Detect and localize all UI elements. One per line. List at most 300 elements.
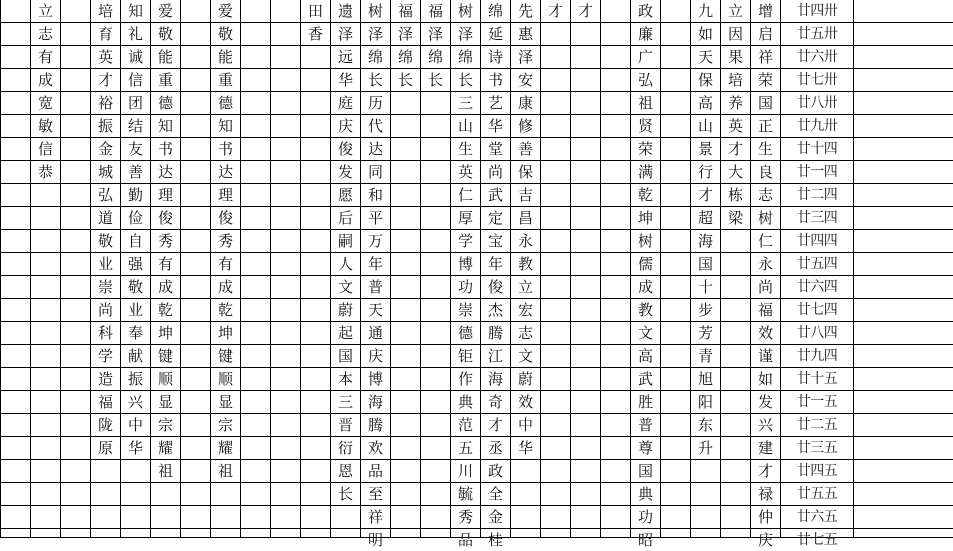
sheet-cell[interactable]: 万 bbox=[367, 231, 383, 250]
sheet-cell[interactable]: 廿四四 bbox=[796, 233, 838, 249]
sheet-cell[interactable]: 永 bbox=[757, 254, 773, 273]
sheet-cell[interactable]: 廿二四 bbox=[796, 187, 838, 203]
sheet-cell[interactable]: 敏 bbox=[37, 116, 53, 135]
sheet-cell[interactable]: 华 bbox=[127, 438, 143, 457]
sheet-cell[interactable]: 乾 bbox=[157, 300, 173, 319]
sheet-cell[interactable]: 培 bbox=[97, 1, 113, 20]
sheet-cell[interactable]: 才 bbox=[97, 70, 113, 89]
sheet-cell[interactable]: 敬 bbox=[127, 277, 143, 296]
sheet-cell[interactable]: 范 bbox=[457, 415, 473, 434]
sheet-cell[interactable]: 成 bbox=[37, 70, 53, 89]
sheet-cell[interactable]: 团 bbox=[127, 93, 143, 112]
sheet-cell[interactable]: 达 bbox=[367, 139, 383, 158]
sheet-cell[interactable]: 英 bbox=[457, 162, 473, 181]
sheet-cell[interactable]: 政 bbox=[487, 461, 503, 480]
sheet-cell[interactable]: 知 bbox=[127, 1, 143, 20]
sheet-cell[interactable]: 荣 bbox=[757, 70, 773, 89]
sheet-cell[interactable]: 效 bbox=[757, 323, 773, 342]
sheet-cell[interactable]: 爱 bbox=[157, 1, 173, 20]
sheet-cell[interactable]: 敬 bbox=[157, 24, 173, 43]
sheet-cell[interactable]: 嗣 bbox=[337, 231, 353, 250]
sheet-cell[interactable]: 国 bbox=[337, 346, 353, 365]
sheet-cell[interactable]: 景 bbox=[697, 139, 713, 158]
sheet-cell[interactable]: 绵 bbox=[487, 1, 503, 20]
sheet-cell[interactable]: 弘 bbox=[97, 185, 113, 204]
sheet-cell[interactable]: 十 bbox=[697, 277, 713, 296]
sheet-cell[interactable]: 能 bbox=[217, 47, 233, 66]
sheet-cell[interactable]: 如 bbox=[757, 369, 773, 388]
sheet-cell[interactable]: 庆 bbox=[367, 346, 383, 365]
sheet-cell[interactable]: 德 bbox=[457, 323, 473, 342]
sheet-cell[interactable]: 长 bbox=[427, 70, 443, 89]
sheet-cell[interactable]: 廿六五 bbox=[796, 509, 838, 525]
sheet-cell[interactable]: 禄 bbox=[757, 484, 773, 503]
sheet-cell[interactable]: 友 bbox=[127, 139, 143, 158]
sheet-cell[interactable]: 昭 bbox=[637, 530, 653, 549]
sheet-cell[interactable]: 知 bbox=[157, 116, 173, 135]
sheet-cell[interactable]: 永 bbox=[517, 231, 533, 250]
sheet-cell[interactable]: 儒 bbox=[637, 254, 653, 273]
sheet-cell[interactable]: 超 bbox=[697, 208, 713, 227]
sheet-cell[interactable]: 立 bbox=[727, 1, 743, 20]
sheet-cell[interactable]: 乾 bbox=[217, 300, 233, 319]
sheet-cell[interactable]: 培 bbox=[727, 70, 743, 89]
sheet-cell[interactable]: 善 bbox=[517, 139, 533, 158]
sheet-cell[interactable]: 志 bbox=[37, 24, 53, 43]
sheet-cell[interactable]: 人 bbox=[337, 254, 353, 273]
sheet-cell[interactable]: 中 bbox=[127, 415, 143, 434]
sheet-cell[interactable]: 天 bbox=[367, 300, 383, 319]
sheet-cell[interactable]: 俊 bbox=[487, 277, 503, 296]
sheet-cell[interactable]: 廿六四 bbox=[796, 279, 838, 295]
sheet-cell[interactable]: 秀 bbox=[217, 231, 233, 250]
sheet-cell[interactable]: 欢 bbox=[367, 438, 383, 457]
sheet-cell[interactable]: 诗 bbox=[487, 47, 503, 66]
sheet-cell[interactable]: 栋 bbox=[727, 185, 743, 204]
sheet-cell[interactable]: 增 bbox=[757, 1, 773, 20]
sheet-cell[interactable]: 腾 bbox=[487, 323, 503, 342]
sheet-cell[interactable]: 达 bbox=[157, 162, 173, 181]
sheet-cell[interactable]: 晋 bbox=[337, 415, 353, 434]
sheet-cell[interactable]: 祥 bbox=[367, 507, 383, 526]
sheet-cell[interactable]: 荣 bbox=[637, 139, 653, 158]
sheet-cell[interactable]: 奇 bbox=[487, 392, 503, 411]
sheet-cell[interactable]: 自 bbox=[127, 231, 143, 250]
sheet-cell[interactable]: 顺 bbox=[157, 369, 173, 388]
sheet-cell[interactable]: 蔚 bbox=[517, 369, 533, 388]
sheet-cell[interactable]: 奉 bbox=[127, 323, 143, 342]
sheet-cell[interactable]: 仁 bbox=[457, 185, 473, 204]
sheet-cell[interactable]: 廿九卅 bbox=[796, 118, 838, 134]
sheet-cell[interactable]: 才 bbox=[577, 1, 593, 20]
sheet-cell[interactable]: 强 bbox=[127, 254, 143, 273]
sheet-cell[interactable]: 陇 bbox=[97, 415, 113, 434]
sheet-cell[interactable]: 梁 bbox=[727, 208, 743, 227]
sheet-cell[interactable]: 绵 bbox=[397, 47, 413, 66]
sheet-cell[interactable]: 品 bbox=[457, 530, 473, 549]
sheet-cell[interactable]: 立 bbox=[37, 1, 53, 20]
sheet-cell[interactable]: 文 bbox=[637, 323, 653, 342]
sheet-cell[interactable]: 廿十四 bbox=[796, 141, 838, 157]
sheet-cell[interactable]: 海 bbox=[697, 231, 713, 250]
sheet-cell[interactable]: 业 bbox=[97, 254, 113, 273]
sheet-cell[interactable]: 廿六卅 bbox=[796, 49, 838, 65]
sheet-cell[interactable]: 福 bbox=[397, 1, 413, 20]
sheet-cell[interactable]: 效 bbox=[517, 392, 533, 411]
sheet-cell[interactable]: 廿十五 bbox=[796, 371, 838, 387]
sheet-cell[interactable]: 普 bbox=[637, 415, 653, 434]
sheet-cell[interactable]: 满 bbox=[637, 162, 653, 181]
sheet-cell[interactable]: 廿一五 bbox=[796, 394, 838, 410]
sheet-cell[interactable]: 善 bbox=[127, 162, 143, 181]
sheet-cell[interactable]: 行 bbox=[697, 162, 713, 181]
sheet-cell[interactable]: 先 bbox=[517, 1, 533, 20]
sheet-cell[interactable]: 廿七四 bbox=[796, 302, 838, 318]
sheet-cell[interactable]: 修 bbox=[517, 116, 533, 135]
sheet-cell[interactable]: 键 bbox=[157, 346, 173, 365]
sheet-cell[interactable]: 道 bbox=[97, 208, 113, 227]
sheet-cell[interactable]: 天 bbox=[697, 47, 713, 66]
sheet-cell[interactable]: 秀 bbox=[457, 507, 473, 526]
sheet-cell[interactable]: 武 bbox=[637, 369, 653, 388]
sheet-cell[interactable]: 明 bbox=[367, 530, 383, 549]
sheet-cell[interactable]: 谨 bbox=[757, 346, 773, 365]
sheet-cell[interactable]: 堂 bbox=[487, 139, 503, 158]
sheet-cell[interactable]: 教 bbox=[517, 254, 533, 273]
sheet-cell[interactable]: 廿四卅 bbox=[796, 3, 838, 19]
sheet-cell[interactable]: 学 bbox=[97, 346, 113, 365]
sheet-cell[interactable]: 庆 bbox=[757, 530, 773, 549]
sheet-cell[interactable]: 重 bbox=[217, 70, 233, 89]
sheet-cell[interactable]: 中 bbox=[517, 415, 533, 434]
sheet-cell[interactable]: 作 bbox=[457, 369, 473, 388]
sheet-cell[interactable]: 川 bbox=[457, 461, 473, 480]
sheet-cell[interactable]: 升 bbox=[697, 438, 713, 457]
sheet-cell[interactable]: 廿五四 bbox=[796, 256, 838, 272]
sheet-cell[interactable]: 国 bbox=[697, 254, 713, 273]
sheet-cell[interactable]: 昌 bbox=[517, 208, 533, 227]
sheet-cell[interactable]: 业 bbox=[127, 300, 143, 319]
sheet-cell[interactable]: 理 bbox=[217, 185, 233, 204]
sheet-cell[interactable]: 康 bbox=[517, 93, 533, 112]
sheet-cell[interactable]: 泽 bbox=[337, 24, 353, 43]
sheet-cell[interactable]: 显 bbox=[217, 392, 233, 411]
sheet-cell[interactable]: 廿一四 bbox=[796, 164, 838, 180]
sheet-cell[interactable]: 泽 bbox=[367, 24, 383, 43]
sheet-cell[interactable]: 志 bbox=[757, 185, 773, 204]
sheet-cell[interactable]: 恩 bbox=[337, 461, 353, 480]
sheet-cell[interactable]: 保 bbox=[517, 162, 533, 181]
sheet-cell[interactable]: 三 bbox=[457, 93, 473, 112]
sheet-cell[interactable]: 仁 bbox=[757, 231, 773, 250]
sheet-cell[interactable]: 庆 bbox=[337, 116, 353, 135]
sheet-cell[interactable]: 果 bbox=[727, 47, 743, 66]
sheet-cell[interactable]: 兴 bbox=[127, 392, 143, 411]
sheet-cell[interactable]: 俊 bbox=[157, 208, 173, 227]
sheet-cell[interactable]: 教 bbox=[637, 300, 653, 319]
sheet-cell[interactable]: 坤 bbox=[217, 323, 233, 342]
sheet-cell[interactable]: 成 bbox=[217, 277, 233, 296]
sheet-cell[interactable]: 成 bbox=[637, 277, 653, 296]
sheet-cell[interactable]: 文 bbox=[517, 346, 533, 365]
sheet-cell[interactable]: 献 bbox=[127, 346, 143, 365]
sheet-cell[interactable]: 长 bbox=[397, 70, 413, 89]
sheet-cell[interactable]: 树 bbox=[457, 1, 473, 20]
sheet-cell[interactable]: 和 bbox=[367, 185, 383, 204]
sheet-cell[interactable]: 坤 bbox=[637, 208, 653, 227]
sheet-cell[interactable]: 丞 bbox=[487, 438, 503, 457]
sheet-cell[interactable]: 尊 bbox=[637, 438, 653, 457]
sheet-cell[interactable]: 功 bbox=[457, 277, 473, 296]
sheet-cell[interactable]: 蔚 bbox=[337, 300, 353, 319]
sheet-cell[interactable]: 绵 bbox=[457, 47, 473, 66]
sheet-cell[interactable]: 崇 bbox=[457, 300, 473, 319]
sheet-cell[interactable]: 吉 bbox=[517, 185, 533, 204]
sheet-cell[interactable]: 键 bbox=[217, 346, 233, 365]
sheet-cell[interactable]: 发 bbox=[337, 162, 353, 181]
sheet-cell[interactable]: 因 bbox=[727, 24, 743, 43]
sheet-cell[interactable]: 城 bbox=[97, 162, 113, 181]
sheet-cell[interactable]: 品 bbox=[367, 461, 383, 480]
sheet-cell[interactable]: 良 bbox=[757, 162, 773, 181]
sheet-cell[interactable]: 长 bbox=[457, 70, 473, 89]
sheet-cell[interactable]: 原 bbox=[97, 438, 113, 457]
sheet-cell[interactable]: 书 bbox=[157, 139, 173, 158]
sheet-cell[interactable]: 平 bbox=[367, 208, 383, 227]
sheet-cell[interactable]: 祖 bbox=[157, 461, 173, 480]
sheet-cell[interactable]: 耀 bbox=[157, 438, 173, 457]
sheet-cell[interactable]: 宽 bbox=[37, 93, 53, 112]
sheet-cell[interactable]: 才 bbox=[547, 1, 563, 20]
sheet-cell[interactable]: 重 bbox=[157, 70, 173, 89]
sheet-cell[interactable]: 愿 bbox=[337, 185, 353, 204]
sheet-cell[interactable]: 博 bbox=[457, 254, 473, 273]
sheet-cell[interactable]: 结 bbox=[127, 116, 143, 135]
sheet-cell[interactable]: 定 bbox=[487, 208, 503, 227]
sheet-cell[interactable]: 田 bbox=[307, 1, 323, 20]
sheet-cell[interactable]: 博 bbox=[367, 369, 383, 388]
sheet-cell[interactable]: 三 bbox=[337, 392, 353, 411]
sheet-cell[interactable]: 延 bbox=[487, 24, 503, 43]
sheet-cell[interactable]: 祖 bbox=[217, 461, 233, 480]
sheet-cell[interactable]: 政 bbox=[637, 1, 653, 20]
sheet-cell[interactable]: 宝 bbox=[487, 231, 503, 250]
sheet-cell[interactable]: 廿八卅 bbox=[796, 95, 838, 111]
sheet-cell[interactable]: 崇 bbox=[97, 277, 113, 296]
sheet-cell[interactable]: 养 bbox=[727, 93, 743, 112]
sheet-cell[interactable]: 泽 bbox=[457, 24, 473, 43]
sheet-cell[interactable]: 立 bbox=[517, 277, 533, 296]
sheet-cell[interactable]: 仲 bbox=[757, 507, 773, 526]
sheet-cell[interactable]: 廿九四 bbox=[796, 348, 838, 364]
sheet-cell[interactable]: 发 bbox=[757, 392, 773, 411]
sheet-cell[interactable]: 起 bbox=[337, 323, 353, 342]
sheet-cell[interactable]: 学 bbox=[457, 231, 473, 250]
sheet-cell[interactable]: 兴 bbox=[757, 415, 773, 434]
sheet-cell[interactable]: 建 bbox=[757, 438, 773, 457]
sheet-cell[interactable]: 志 bbox=[517, 323, 533, 342]
sheet-cell[interactable]: 华 bbox=[337, 70, 353, 89]
sheet-cell[interactable]: 俭 bbox=[127, 208, 143, 227]
sheet-cell[interactable]: 旭 bbox=[697, 369, 713, 388]
sheet-cell[interactable]: 山 bbox=[697, 116, 713, 135]
sheet-cell[interactable]: 泽 bbox=[427, 24, 443, 43]
sheet-cell[interactable]: 造 bbox=[97, 369, 113, 388]
sheet-cell[interactable]: 育 bbox=[97, 24, 113, 43]
sheet-cell[interactable]: 能 bbox=[157, 47, 173, 66]
sheet-cell[interactable]: 才 bbox=[757, 461, 773, 480]
sheet-cell[interactable]: 杰 bbox=[487, 300, 503, 319]
sheet-cell[interactable]: 祖 bbox=[637, 93, 653, 112]
sheet-cell[interactable]: 钜 bbox=[457, 346, 473, 365]
sheet-cell[interactable]: 廉 bbox=[637, 24, 653, 43]
sheet-cell[interactable]: 芳 bbox=[697, 323, 713, 342]
sheet-cell[interactable]: 绵 bbox=[367, 47, 383, 66]
sheet-cell[interactable]: 显 bbox=[157, 392, 173, 411]
sheet-cell[interactable]: 绵 bbox=[427, 47, 443, 66]
sheet-cell[interactable]: 廿三四 bbox=[796, 210, 838, 226]
sheet-cell[interactable]: 书 bbox=[217, 139, 233, 158]
sheet-cell[interactable]: 后 bbox=[337, 208, 353, 227]
sheet-cell[interactable]: 恭 bbox=[37, 162, 53, 181]
sheet-cell[interactable]: 通 bbox=[367, 323, 383, 342]
sheet-cell[interactable]: 香 bbox=[307, 24, 323, 43]
sheet-cell[interactable]: 东 bbox=[697, 415, 713, 434]
sheet-cell[interactable]: 德 bbox=[157, 93, 173, 112]
sheet-cell[interactable]: 振 bbox=[127, 369, 143, 388]
sheet-cell[interactable]: 金 bbox=[97, 139, 113, 158]
sheet-cell[interactable]: 尚 bbox=[97, 300, 113, 319]
sheet-cell[interactable]: 廿七卅 bbox=[796, 72, 838, 88]
sheet-cell[interactable]: 廿二五 bbox=[796, 417, 838, 433]
sheet-cell[interactable]: 廿四五 bbox=[796, 463, 838, 479]
sheet-cell[interactable]: 祥 bbox=[757, 47, 773, 66]
sheet-cell[interactable]: 广 bbox=[637, 47, 653, 66]
sheet-cell[interactable]: 爱 bbox=[217, 1, 233, 20]
sheet-cell[interactable]: 成 bbox=[157, 277, 173, 296]
sheet-cell[interactable]: 同 bbox=[367, 162, 383, 181]
sheet-cell[interactable]: 海 bbox=[487, 369, 503, 388]
sheet-cell[interactable]: 勤 bbox=[127, 185, 143, 204]
sheet-cell[interactable]: 华 bbox=[487, 116, 503, 135]
sheet-cell[interactable]: 高 bbox=[637, 346, 653, 365]
sheet-cell[interactable]: 山 bbox=[457, 116, 473, 135]
sheet-cell[interactable]: 胜 bbox=[637, 392, 653, 411]
sheet-cell[interactable]: 泽 bbox=[397, 24, 413, 43]
sheet-cell[interactable]: 历 bbox=[367, 93, 383, 112]
sheet-cell[interactable]: 英 bbox=[97, 47, 113, 66]
sheet-cell[interactable]: 敬 bbox=[97, 231, 113, 250]
sheet-cell[interactable]: 廿八四 bbox=[796, 325, 838, 341]
sheet-cell[interactable]: 有 bbox=[157, 254, 173, 273]
sheet-cell[interactable]: 阳 bbox=[697, 392, 713, 411]
sheet-cell[interactable]: 俊 bbox=[337, 139, 353, 158]
sheet-cell[interactable]: 理 bbox=[157, 185, 173, 204]
sheet-cell[interactable]: 信 bbox=[127, 70, 143, 89]
sheet-cell[interactable]: 树 bbox=[637, 231, 653, 250]
sheet-cell[interactable]: 普 bbox=[367, 277, 383, 296]
sheet-cell[interactable]: 秀 bbox=[157, 231, 173, 250]
sheet-cell[interactable]: 武 bbox=[487, 185, 503, 204]
sheet-cell[interactable]: 坤 bbox=[157, 323, 173, 342]
sheet-cell[interactable]: 九 bbox=[697, 1, 713, 20]
sheet-cell[interactable]: 才 bbox=[727, 139, 743, 158]
sheet-cell[interactable]: 五 bbox=[457, 438, 473, 457]
sheet-cell[interactable]: 达 bbox=[217, 162, 233, 181]
sheet-cell[interactable]: 宏 bbox=[517, 300, 533, 319]
sheet-cell[interactable]: 如 bbox=[697, 24, 713, 43]
sheet-cell[interactable]: 遗 bbox=[337, 1, 353, 20]
sheet-cell[interactable]: 国 bbox=[757, 93, 773, 112]
sheet-cell[interactable]: 启 bbox=[757, 24, 773, 43]
sheet-cell[interactable]: 礼 bbox=[127, 24, 143, 43]
sheet-cell[interactable]: 厚 bbox=[457, 208, 473, 227]
sheet-cell[interactable]: 才 bbox=[487, 415, 503, 434]
sheet-cell[interactable]: 贤 bbox=[637, 116, 653, 135]
sheet-cell[interactable]: 敬 bbox=[217, 24, 233, 43]
sheet-cell[interactable]: 文 bbox=[337, 277, 353, 296]
sheet-cell[interactable]: 远 bbox=[337, 47, 353, 66]
sheet-cell[interactable]: 书 bbox=[487, 70, 503, 89]
sheet-cell[interactable]: 腾 bbox=[367, 415, 383, 434]
sheet-cell[interactable]: 代 bbox=[367, 116, 383, 135]
sheet-cell[interactable]: 裕 bbox=[97, 93, 113, 112]
sheet-cell[interactable]: 耀 bbox=[217, 438, 233, 457]
sheet-cell[interactable]: 正 bbox=[757, 116, 773, 135]
sheet-cell[interactable]: 福 bbox=[427, 1, 443, 20]
sheet-cell[interactable]: 尚 bbox=[757, 277, 773, 296]
sheet-cell[interactable]: 长 bbox=[337, 484, 353, 503]
sheet-cell[interactable]: 生 bbox=[757, 139, 773, 158]
sheet-cell[interactable]: 树 bbox=[367, 1, 383, 20]
sheet-cell[interactable]: 科 bbox=[97, 323, 113, 342]
sheet-cell[interactable]: 年 bbox=[367, 254, 383, 273]
sheet-cell[interactable]: 英 bbox=[727, 116, 743, 135]
sheet-cell[interactable]: 才 bbox=[697, 185, 713, 204]
sheet-cell[interactable]: 廿五卅 bbox=[796, 26, 838, 42]
sheet-cell[interactable]: 宗 bbox=[217, 415, 233, 434]
sheet-cell[interactable]: 廿五五 bbox=[796, 486, 838, 502]
sheet-cell[interactable]: 廿七五 bbox=[796, 532, 838, 548]
sheet-cell[interactable]: 弘 bbox=[637, 70, 653, 89]
sheet-cell[interactable]: 本 bbox=[337, 369, 353, 388]
sheet-cell[interactable]: 至 bbox=[367, 484, 383, 503]
sheet-cell[interactable]: 典 bbox=[637, 484, 653, 503]
sheet-cell[interactable]: 惠 bbox=[517, 24, 533, 43]
sheet-cell[interactable]: 廿三五 bbox=[796, 440, 838, 456]
sheet-cell[interactable]: 青 bbox=[697, 346, 713, 365]
sheet-cell[interactable]: 全 bbox=[487, 484, 503, 503]
sheet-cell[interactable]: 宗 bbox=[157, 415, 173, 434]
sheet-cell[interactable]: 艺 bbox=[487, 93, 503, 112]
sheet-cell[interactable]: 衍 bbox=[337, 438, 353, 457]
sheet-cell[interactable]: 安 bbox=[517, 70, 533, 89]
sheet-cell[interactable]: 江 bbox=[487, 346, 503, 365]
sheet-cell[interactable]: 长 bbox=[367, 70, 383, 89]
sheet-cell[interactable]: 福 bbox=[757, 300, 773, 319]
sheet-cell[interactable]: 年 bbox=[487, 254, 503, 273]
sheet-cell[interactable]: 高 bbox=[697, 93, 713, 112]
sheet-cell[interactable]: 海 bbox=[367, 392, 383, 411]
sheet-cell[interactable]: 泽 bbox=[517, 47, 533, 66]
sheet-cell[interactable]: 树 bbox=[757, 208, 773, 227]
sheet-cell[interactable]: 有 bbox=[37, 47, 53, 66]
sheet-cell[interactable]: 毓 bbox=[457, 484, 473, 503]
sheet-cell[interactable]: 福 bbox=[97, 392, 113, 411]
sheet-cell[interactable]: 功 bbox=[637, 507, 653, 526]
sheet-cell[interactable]: 大 bbox=[727, 162, 743, 181]
sheet-cell[interactable]: 顺 bbox=[217, 369, 233, 388]
